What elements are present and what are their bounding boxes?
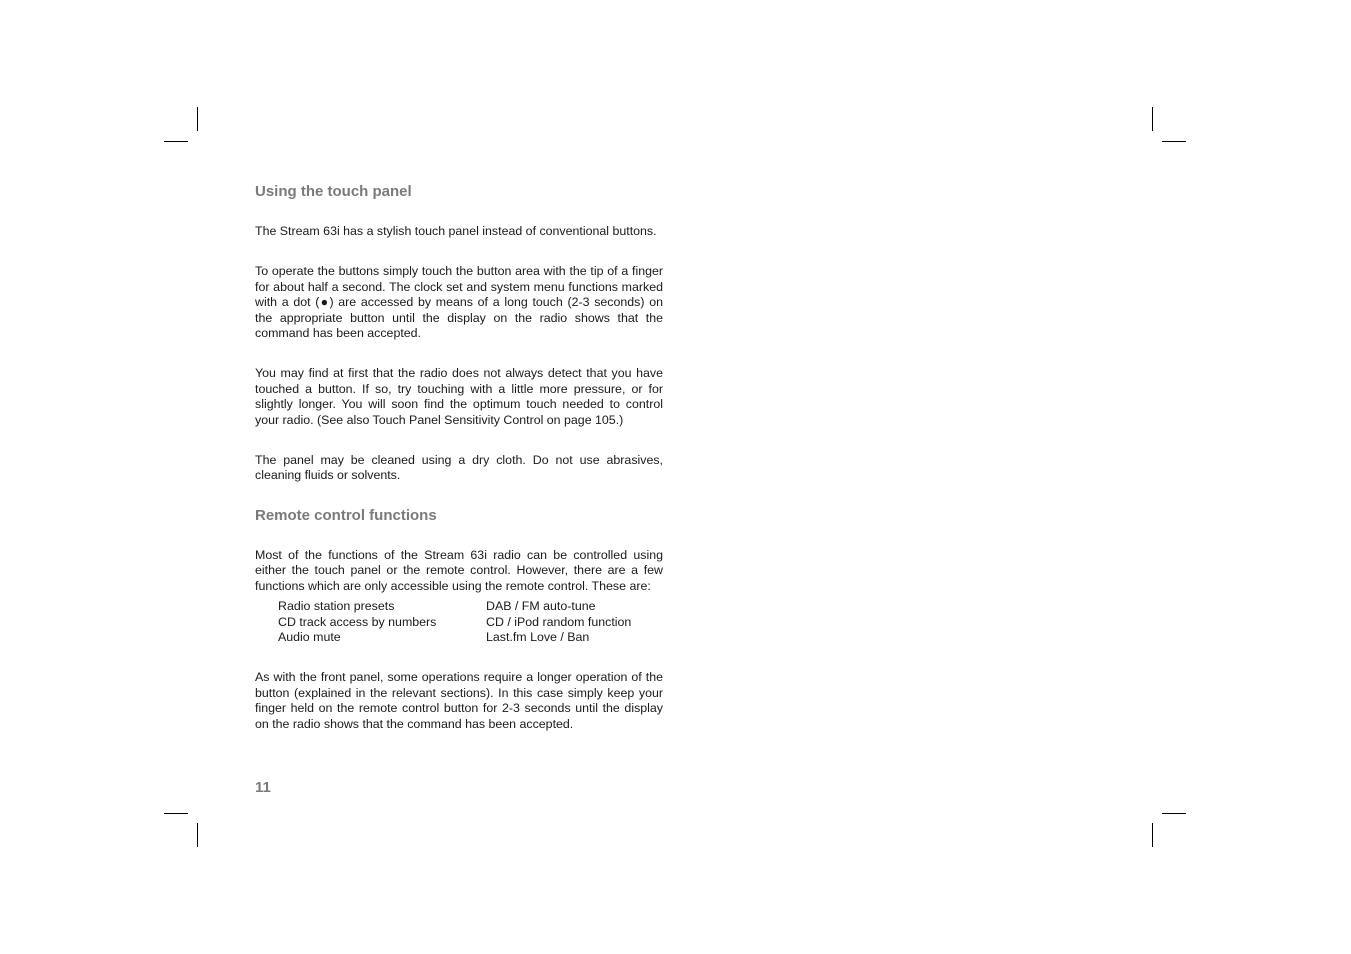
crop-mark-bottom-left-horizontal — [164, 813, 188, 814]
function-cell: CD / iPod random function — [486, 614, 632, 629]
crop-mark-top-left-horizontal — [164, 141, 188, 142]
touch-panel-paragraph-2: To operate the buttons simply touch the button area with the tip of a finger for about half a second. The clock set and system menu functions marked with a dot (●) are accessed by means of a long touch (2-3 seconds) on the appropriate button until the display on the radio shows that the command has been accepted. — [255, 264, 663, 341]
table-row — [278, 615, 663, 630]
remote-functions-table — [278, 599, 663, 645]
touch-panel-paragraph-1: The Stream 63i has a stylish touch panel instead of conventional buttons. — [255, 224, 657, 238]
crop-mark-bottom-right-horizontal — [1162, 813, 1186, 814]
crop-mark-top-right-horizontal — [1162, 141, 1186, 142]
function-cell: Last.fm Love / Ban — [486, 629, 590, 644]
crop-mark-bottom-right-vertical — [1152, 823, 1153, 847]
touch-panel-heading: Using the touch panel — [255, 183, 412, 200]
remote-control-paragraph-2: As with the front panel, some operations require a longer operation of the button (explained in the relevant sections). In this case simply keep your finger held on the remote control button for 2-3 seconds until the display on the radio shows that the command has been accepted. — [255, 670, 663, 731]
function-cell: Audio mute — [278, 629, 341, 644]
crop-mark-bottom-left-vertical — [197, 823, 198, 847]
crop-mark-top-right-vertical — [1152, 107, 1153, 131]
crop-mark-top-left-vertical — [197, 107, 198, 131]
function-cell: Radio station presets — [278, 599, 395, 614]
touch-panel-paragraph-3: You may find at first that the radio does not always detect that you have touched a button. If so, try touching with a little more pressure, or for slightly longer. You will soon find the optimum touch needed to control your radio. (See also Touch Panel Sensitivity Control on page 105.) — [255, 366, 663, 427]
function-cell: CD track access by numbers — [278, 614, 437, 629]
page-number: 11 — [255, 779, 271, 796]
text-column — [255, 182, 663, 732]
remote-control-paragraph-1: Most of the functions of the Stream 63i radio can be controlled using either the touch panel or the remote control. However, there are a few functions which are only accessible using the remote control. These are: — [255, 547, 663, 593]
table-row — [278, 599, 663, 614]
function-cell: DAB / FM auto-tune — [486, 599, 596, 614]
touch-panel-paragraph-4: The panel may be cleaned using a dry cloth. Do not use abrasives, cleaning fluids or solvents. — [255, 453, 663, 483]
table-row — [278, 630, 663, 645]
remote-control-heading: Remote control functions — [255, 506, 437, 524]
